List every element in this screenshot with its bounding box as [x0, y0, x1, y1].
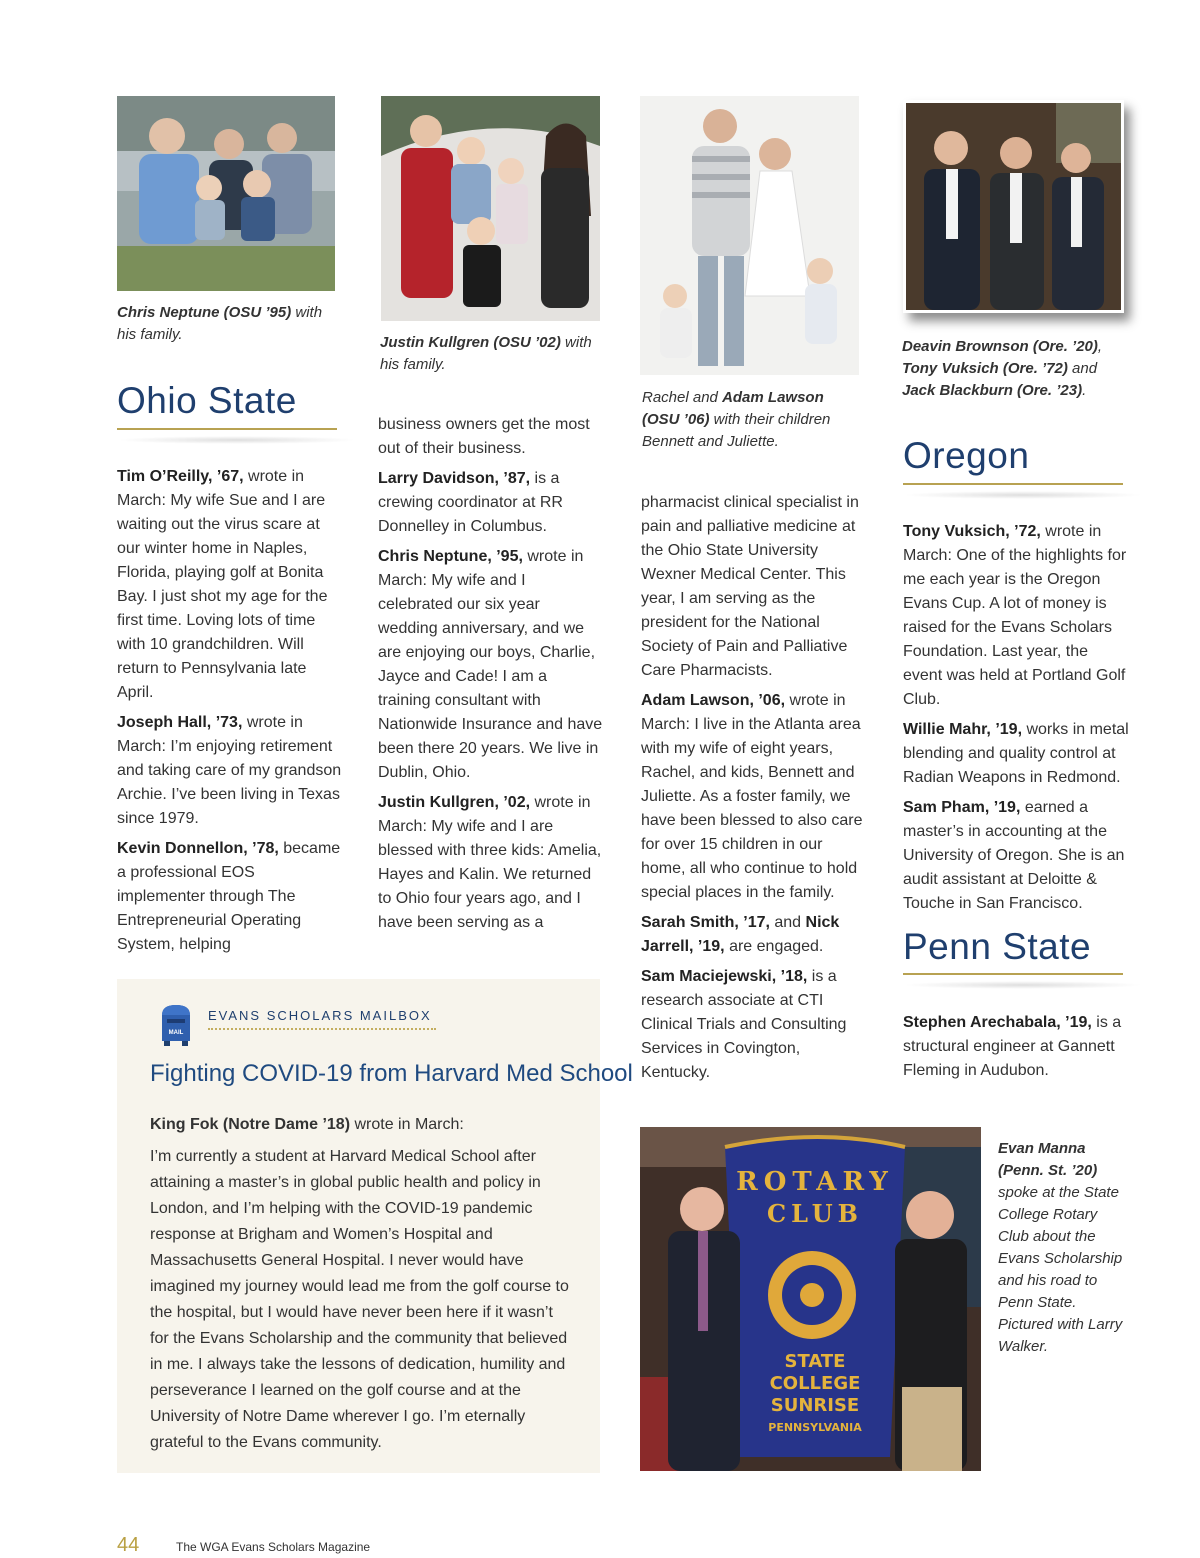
mailbox-byline [150, 1112, 570, 1138]
banner-sunrise: SUNRISE [770, 1395, 860, 1416]
section-rule [117, 428, 337, 430]
alumni-note [378, 791, 603, 935]
section-title-ohio-state: Ohio State [117, 380, 297, 421]
mailbox-byline-text: wrote in March: [350, 1116, 464, 1133]
caption-text: , [1097, 338, 1103, 355]
caption-text: with his family. [117, 304, 323, 343]
alumni-note [903, 718, 1131, 790]
alumni-name: Joseph Hall, ’73, [117, 714, 243, 731]
alumni-note [117, 711, 345, 831]
alumni-note [641, 965, 863, 1085]
caption-text: spoke at the State College Rotary Club about the Evans Scholarship and his road to Penn State. Pictured with Larry Walker. [998, 1184, 1123, 1355]
banner-state: STATE [784, 1351, 846, 1372]
alumni-text: wrote in March: I’m enjoying retirement and taking care of my grandson Archie. I’ve been living in Texas since 1979. [117, 714, 342, 827]
alumni-note [378, 413, 603, 461]
alumni-text: wrote in March: I live in the Atlanta area with my wife of eight years, Rachel, and kids, Bennett and Juliette. As a foster family, we have been blessed to also care for over 15 children in our home, all who continue to hold special places in the family. [641, 692, 863, 901]
banner-club: CLUB [767, 1199, 863, 1228]
rule-shadow [903, 491, 1143, 499]
penn-state-column [903, 1011, 1131, 1089]
alumni-name: Stephen Arechabala, ’19, [903, 1014, 1092, 1031]
caption-kullgren [380, 332, 602, 376]
caption-name: Adam Lawson (OSU ’06) [642, 389, 824, 428]
photo-rotary-club [640, 1127, 981, 1471]
alumni-text: wrote in March: My wife and I celebrated our six year wedding anniversary, and we are enjoying our boys, Charlie, Jayce and Cade! I am a training consultant with Nationwide Insurance and have been there 20 years. We live in Dublin, Ohio. [378, 548, 603, 781]
section-title-penn-state: Penn State [903, 926, 1092, 967]
caption-name: Jack Blackburn (Ore. ’23) [902, 382, 1083, 399]
alumni-note [641, 491, 863, 683]
banner-college: COLLEGE [769, 1373, 861, 1394]
caption-name: Deavin Brownson (Ore. ’20) [902, 338, 1098, 355]
photo-oregon-trio [903, 100, 1124, 313]
alumni-note [378, 467, 603, 539]
alumni-name: Sam Pham, ’19, [903, 799, 1021, 816]
alumni-name: Larry Davidson, ’87, [378, 470, 531, 487]
page-number: 44 [117, 1534, 140, 1556]
alumni-note [117, 465, 345, 705]
alumni-text: are engaged. [724, 938, 824, 955]
alumni-name: Sarah Smith, ’17, [641, 914, 770, 931]
alumni-note [641, 911, 863, 959]
alumni-note [117, 837, 345, 957]
banner-pennsylvania: PENNSYLVANIA [768, 1421, 862, 1434]
caption-name: Chris Neptune (OSU ’95) [117, 304, 292, 321]
caption-text: . [1082, 382, 1087, 399]
banner-rotary: ROTARY [736, 1167, 894, 1197]
caption-text: with their children Bennett and Juliette. [642, 411, 831, 450]
mailbox-kicker: EVANS SCHOLARS MAILBOX [208, 1008, 432, 1023]
mailbox-icon-label: MAIL [168, 1030, 184, 1036]
alumni-text: is a crewing coordinator at RR Donnelley in Columbus. [378, 470, 563, 535]
magazine-title: The WGA Evans Scholars Magazine [176, 1540, 371, 1554]
mailbox-author: King Fok (Notre Dame ’18) [150, 1116, 351, 1133]
mailbox-title: Fighting COVID-19 from Harvard Med School [150, 1060, 633, 1087]
alumni-name: Adam Lawson, ’06, [641, 692, 786, 709]
ohio-column-1 [117, 465, 345, 963]
caption-neptune [117, 302, 337, 346]
alumni-note [641, 689, 863, 905]
alumni-text: earned a master’s in accounting at the University of Oregon. She is an audit assistant at Deloitte & Touche in San Francisco. [903, 799, 1125, 912]
alumni-note [903, 1011, 1131, 1083]
alumni-text: became a professional EOS implementer through The Entrepreneurial Operating System, helping [117, 840, 341, 953]
alumni-name: Willie Mahr, ’19, [903, 721, 1023, 738]
section-rule [903, 973, 1123, 975]
caption-oregon [902, 336, 1132, 402]
alumni-note [378, 545, 603, 785]
alumni-note [903, 796, 1131, 916]
alumni-text: pharmacist clinical specialist in pain and palliative medicine at the Ohio State University Wexner Medical Center. This year, I am serving as the president for the National Society of Pain and Palliative Care Pharmacists. [641, 494, 859, 679]
alumni-text: wrote in March: One of the highlights for me each year is the Oregon Evans Cup. A lot of money is raised for the Evans Scholars Foundation. Last year, the event was held at Portland Golf Club. [903, 523, 1127, 708]
caption-lawson [642, 387, 864, 453]
alumni-text: wrote in March: My wife and I are blessed with three kids: Amelia, Hayes and Kalin. We returned to Ohio four years ago, and I have been serving as a [378, 794, 602, 931]
alumni-text: and [769, 914, 806, 931]
section-title-oregon: Oregon [903, 435, 1030, 476]
banner-lower-text [735, 1351, 895, 1439]
caption-name: Tony Vuksich (Ore. ’72) [902, 360, 1068, 377]
photo-neptune-family [117, 96, 335, 291]
caption-name: Evan Manna (Penn. St. ’20) [998, 1140, 1098, 1179]
mailbox-icon [158, 1003, 194, 1047]
photo-kullgren-family [381, 96, 600, 321]
caption-text: and [1067, 360, 1098, 377]
alumni-name: Chris Neptune, ’95, [378, 548, 523, 565]
mailbox-dotted-rule [208, 1028, 436, 1030]
alumni-text: works in metal blending and quality control at Radian Weapons in Redmond. [903, 721, 1129, 786]
rule-shadow [117, 436, 357, 444]
mailbox-letter: I’m currently a student at Harvard Medical School after attaining a master’s in global public health and policy in London, and I’m helping with the COVID-19 pandemic response at Brigham and Women’s Hospital and Massachusetts General Hospital. I never would have imagined my journey would lead me from the golf course to the hospital, but I would have never been here if it wasn’t for the Evans Scholarship and the community that believed in me. I always take the lessons of dedication, humility and perseverance I learned on the golf course and at the University of Notre Dame wherever I go. I’m eternally grateful to the Evans community. [150, 1148, 569, 1451]
alumni-text: wrote in March: My wife Sue and I are waiting out the virus scare at our winter home in Naples, Florida, playing golf at Bonita Bay. I just shot my age for the first time. Loving lots of time with 10 grandchildren. Will return to Pennsylvania late April. [117, 468, 328, 701]
banner-text [730, 1167, 900, 1228]
alumni-text: is a structural engineer at Gannett Fleming in Audubon. [903, 1014, 1122, 1079]
oregon-column [903, 520, 1131, 922]
alumni-text: is a research associate at CTI Clinical Trials and Consulting Services in Covington, Kentucky. [641, 968, 847, 1081]
alumni-text: business owners get the most out of their business. [378, 416, 590, 457]
alumni-name: Kevin Donnellon, ’78, [117, 840, 279, 857]
caption-text: Rachel and [642, 389, 723, 406]
alumni-name: Tony Vuksich, ’72, [903, 523, 1041, 540]
mailbox-body [150, 1112, 570, 1462]
alumni-name: Justin Kullgren, ’02, [378, 794, 531, 811]
alumni-name: Nick Jarrell, ’19, [641, 914, 840, 955]
photo-lawson-family [640, 96, 859, 375]
rule-shadow [903, 981, 1143, 989]
ohio-column-3 [641, 491, 863, 1091]
section-rule [903, 483, 1123, 485]
ohio-column-2 [378, 413, 603, 941]
alumni-name: Sam Maciejewski, ’18, [641, 968, 808, 985]
caption-name: Justin Kullgren (OSU ’02) [380, 334, 561, 351]
alumni-note [903, 520, 1131, 712]
alumni-name: Tim O’Reilly, ’67, [117, 468, 244, 485]
caption-text: with his family. [380, 334, 592, 373]
caption-manna [998, 1138, 1123, 1358]
